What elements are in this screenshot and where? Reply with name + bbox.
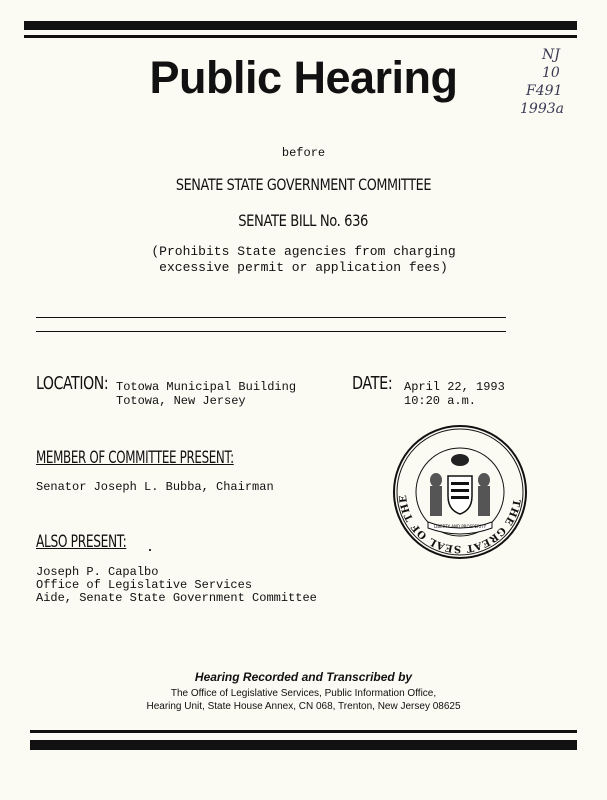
members-label	[36, 448, 319, 468]
note-line: NJ	[542, 47, 560, 63]
committee-name	[0, 175, 607, 195]
date-value	[404, 380, 505, 408]
location-value	[116, 380, 296, 408]
handwritten-call-number	[520, 46, 590, 118]
also-present-line: Aide, Senate State Government Committee	[36, 591, 317, 605]
also-present-line: Joseph P. Capalbo	[36, 565, 159, 579]
bottom-rule-thick	[30, 740, 577, 750]
top-rule-thin	[24, 35, 577, 38]
footer-line: The Office of Legislative Services, Public Information Office,	[170, 688, 437, 699]
also-present-line: Office of Legislative Services	[36, 578, 253, 592]
note-line: 1993a	[520, 101, 564, 117]
member-item: Senator Joseph L. Bubba, Chairman	[36, 480, 274, 494]
footer-line: Hearing Unit, State House Annex, CN 068, Trenton, New Jersey 08625	[146, 701, 461, 712]
seal-circle-text: THE GREAT SEAL OF THE	[397, 493, 522, 555]
committee-name-text: SENATE STATE GOVERNMENT COMMITTEE	[175, 175, 432, 194]
state-seal	[392, 424, 528, 560]
bottom-rule-thin	[30, 730, 577, 733]
members-label-text: MEMBER OF COMMITTEE PRESENT:	[36, 448, 234, 468]
location-line: Totowa, New Jersey	[116, 394, 246, 408]
also-present-list	[36, 566, 317, 605]
footer-heading: Hearing Recorded and Transcribed by	[194, 670, 413, 684]
state-seal-graphic	[392, 424, 528, 560]
also-present-label	[36, 532, 161, 552]
page-title: Public Hearing	[149, 52, 458, 103]
seal-ribbon-text: LIBERTY AND PROSPERITY	[433, 524, 487, 529]
separator-line	[36, 317, 506, 318]
stray-dot	[149, 549, 151, 551]
date-label-text: DATE:	[352, 373, 393, 394]
separator-line	[36, 331, 506, 332]
bill-number	[0, 211, 607, 231]
date-line: April 22, 1993	[404, 380, 505, 394]
location-label	[36, 373, 129, 394]
location-label-text: LOCATION:	[36, 373, 109, 394]
date-line: 10:20 a.m.	[404, 394, 477, 408]
bill-description-line: (Prohibits State agencies from charging	[151, 244, 456, 259]
also-present-label-text: ALSO PRESENT:	[36, 532, 127, 552]
note-line: 10	[542, 65, 560, 81]
bill-description	[0, 244, 607, 276]
bill-description-line: excessive permit or application fees)	[159, 260, 448, 275]
location-line: Totowa Municipal Building	[116, 380, 297, 394]
before-label: before	[281, 146, 326, 160]
date-label	[352, 373, 402, 394]
note-line: F491	[526, 83, 563, 99]
top-rule-thick	[24, 21, 577, 30]
bill-number-text: SENATE BILL No. 636	[238, 211, 369, 230]
